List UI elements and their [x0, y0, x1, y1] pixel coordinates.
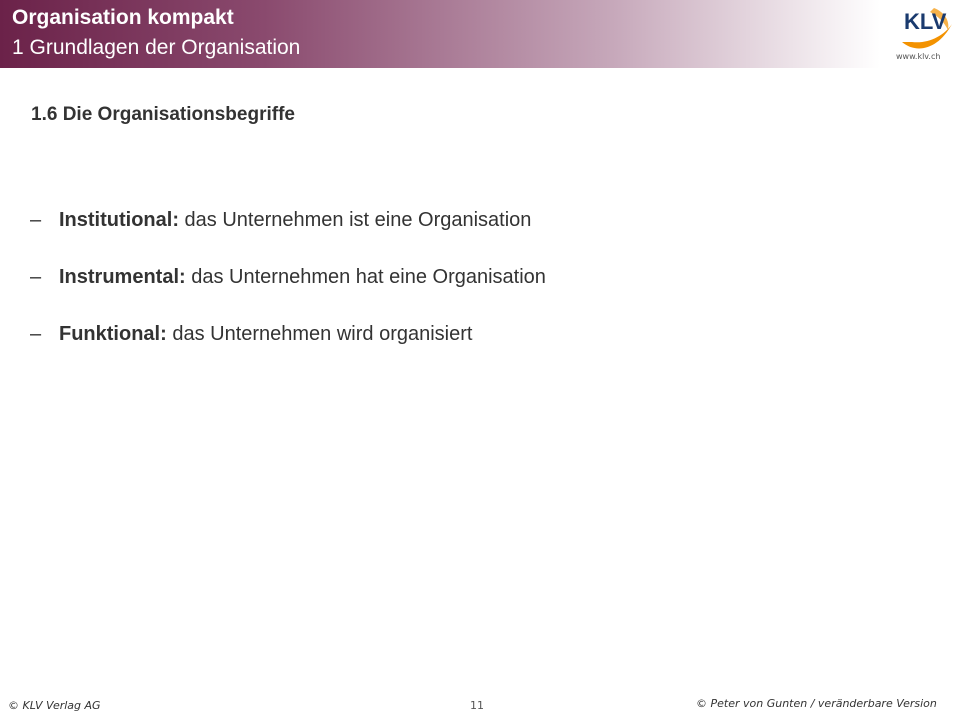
- bullet-term: Funktional:: [59, 323, 167, 345]
- bullet-term: Institutional:: [59, 209, 179, 231]
- list-item: [30, 319, 546, 376]
- section-heading: 1.6 Die Organisationsbegriffe: [31, 104, 295, 125]
- logo-url: www.klv.ch: [896, 52, 941, 61]
- page-number: 11: [470, 699, 484, 712]
- logo-wordmark: KLV: [904, 9, 947, 34]
- list-item: [30, 205, 546, 262]
- bullet-term: Instrumental:: [59, 266, 186, 288]
- bullet-text: das Unternehmen wird organisiert: [166, 323, 473, 345]
- bullet-dash: –: [30, 209, 42, 231]
- chapter-subtitle: 1 Grundlagen der Organisation: [12, 36, 301, 59]
- list-item: [30, 262, 546, 319]
- bullet-text: das Unternehmen ist eine Organisation: [178, 209, 532, 231]
- klv-logo-icon: [898, 2, 954, 52]
- bullet-dash: –: [30, 266, 42, 288]
- footer-copyright-author: © Peter von Gunten / veränderbare Version: [696, 697, 937, 710]
- bullet-dash: –: [30, 323, 42, 345]
- presentation-title: Organisation kompakt: [12, 6, 234, 29]
- footer-copyright-publisher: © KLV Verlag AG: [8, 699, 101, 712]
- bullet-text: das Unternehmen hat eine Organisation: [185, 266, 546, 288]
- bullet-list: [30, 205, 546, 376]
